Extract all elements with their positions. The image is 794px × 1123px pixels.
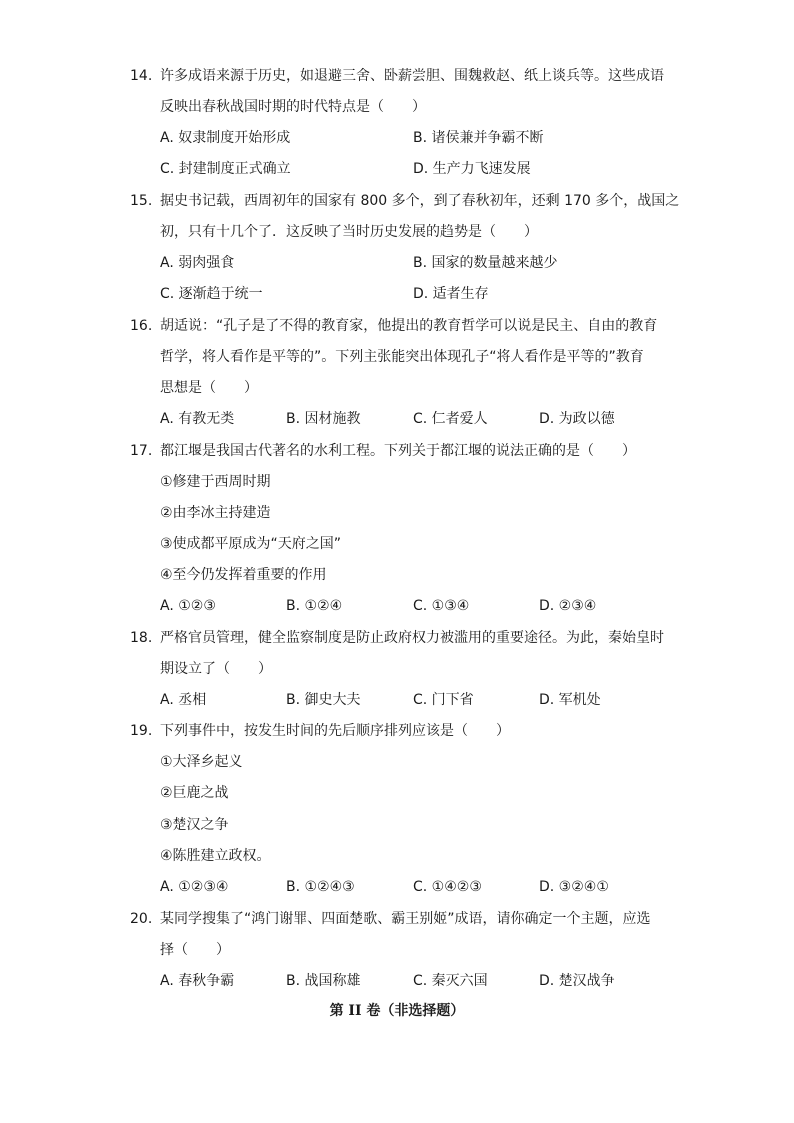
question-14-option-d: D. 生产力飞速发展 [413, 161, 531, 177]
question-19-option-d: D. ③②④① [539, 879, 609, 895]
question-15-number: 15. [130, 193, 153, 209]
question-14-text-line-1: 许多成语来源于历史，如退避三舍、卧薪尝胆、围魏救赵、纸上谈兵等。这些成语 [160, 68, 664, 84]
question-20-option-d: D. 楚汉战争 [539, 973, 615, 989]
question-14-number: 14. [130, 68, 153, 84]
question-17-option-d: D. ②③④ [539, 598, 597, 614]
question-17-statement-3: ③使成都平原成为“天府之国” [160, 536, 342, 552]
question-18-number: 18. [130, 630, 153, 646]
question-16-option-b: B. 因材施教 [286, 411, 361, 427]
question-16-text-line-1: 胡适说：“孔子是了不得的教育家，他提出的教育哲学可以说是民主、自由的教育 [160, 318, 658, 334]
question-20-text-line-2: 择（ ） [160, 942, 230, 958]
question-18-text-line-2: 期设立了（ ） [160, 661, 272, 677]
question-17-statement-1: ①修建于西周时期 [160, 474, 271, 490]
question-16-text-line-3: 思想是（ ） [160, 380, 258, 396]
question-19-option-b: B. ①②④③ [286, 879, 355, 895]
question-17-option-b: B. ①②④ [286, 598, 343, 614]
question-16-option-a: A. 有教无类 [160, 411, 235, 427]
question-16-number: 16. [130, 318, 153, 334]
question-19-statement-3: ③楚汉之争 [160, 817, 229, 833]
question-16-option-c: C. 仁者爱人 [413, 411, 488, 427]
question-15-text-line-2: 初，只有十几个了．这反映了当时历史发展的趋势是（ ） [160, 224, 538, 240]
question-20-option-a: A. 春秋争霸 [160, 973, 235, 989]
question-19-option-a: A. ①②③④ [160, 879, 229, 895]
question-17-option-a: A. ①②③ [160, 598, 216, 614]
question-18-option-b: B. 御史大夫 [286, 692, 361, 708]
question-19-statement-2: ②巨鹿之战 [160, 785, 229, 801]
question-17-text-line-1: 都江堰是我国古代著名的水利工程。下列关于都江堰的说法正确的是（ ） [160, 443, 636, 459]
question-15-option-a: A. 弱肉强食 [160, 255, 235, 271]
question-20-option-b: B. 战国称雄 [286, 973, 361, 989]
question-14-option-a: A. 奴隶制度开始形成 [160, 130, 291, 146]
question-16-text-line-2: 哲学，将人看作是平等的”。下列主张能突出体现孔子“将人看作是平等的”教育 [160, 349, 644, 365]
question-19-option-c: C. ①④②③ [413, 879, 482, 895]
question-19-statement-1: ①大泽乡起义 [160, 754, 243, 770]
question-15-option-c: C. 逐渐趋于统一 [160, 286, 263, 302]
question-15-option-b: B. 国家的数量越来越少 [413, 255, 558, 271]
question-16-option-d: D. 为政以德 [539, 411, 615, 427]
question-18-option-c: C. 门下省 [413, 692, 474, 708]
question-15-text-line-1: 据史书记载，西周初年的国家有 800 多个，到了春秋初年，还剩 170 多个，战国之 [160, 193, 680, 209]
question-17-statement-2: ②由李冰主持建造 [160, 505, 271, 521]
question-20-option-c: C. 秦灭六国 [413, 973, 488, 989]
question-18-text-line-1: 严格官员管理，健全监察制度是防止政府权力被滥用的重要途径。为此，秦始皇时 [160, 630, 664, 646]
question-18-option-d: D. 军机处 [539, 692, 601, 708]
question-19-statement-4: ④陈胜建立政权。 [160, 848, 271, 864]
question-14-option-c: C. 封建制度正式确立 [160, 161, 291, 177]
question-17-number: 17. [130, 443, 153, 459]
question-14-text-line-2: 反映出春秋战国时期的时代特点是（ ） [160, 99, 426, 115]
question-20-number: 20. [130, 911, 153, 927]
question-20-text-line-1: 某同学搜集了“鸿门谢罪、四面楚歌、霸王别姬”成语，请你确定一个主题，应选 [160, 911, 651, 927]
question-14-option-b: B. 诸侯兼并争霸不断 [413, 130, 544, 146]
question-18-option-a: A. 丞相 [160, 692, 207, 708]
question-19-number: 19. [130, 723, 153, 739]
section-title: 第 II 卷（非选择题） [329, 1003, 465, 1019]
question-17-option-c: C. ①③④ [413, 598, 470, 614]
question-15-option-d: D. 适者生存 [413, 286, 489, 302]
question-19-text-line-1: 下列事件中，按发生时间的先后顺序排列应该是（ ） [160, 723, 510, 739]
question-17-statement-4: ④至今仍发挥着重要的作用 [160, 567, 327, 583]
